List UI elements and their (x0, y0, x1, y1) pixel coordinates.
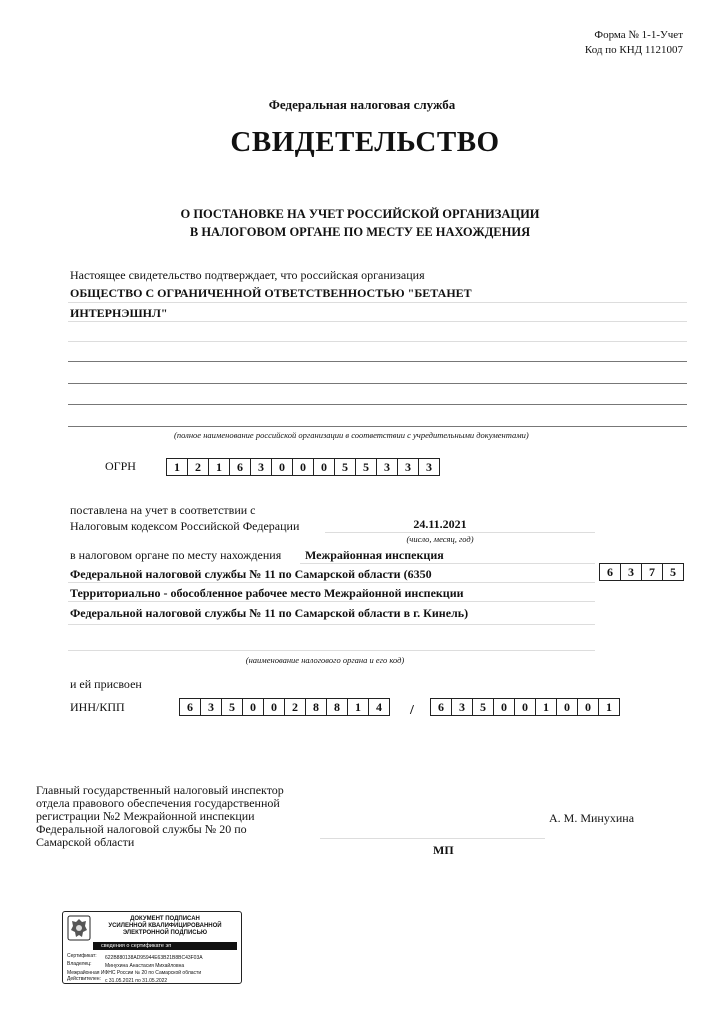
tax-authority-hint: (наименование налогового органа и его код) (245, 655, 405, 665)
inn-kpp-label: ИНН/КПП (70, 700, 125, 714)
tax-authority-code-digits (600, 563, 684, 581)
tax-authority-code-digit-cell: 3 (620, 563, 642, 581)
ogrn-digit-cell: 3 (418, 458, 440, 476)
ogrn-digit-cell: 3 (250, 458, 272, 476)
org-name-underline-7 (68, 426, 687, 427)
org-name-underline-6 (68, 404, 687, 405)
ogrn-digit-cell: 5 (355, 458, 377, 476)
ogrn-digit-cell: 3 (376, 458, 398, 476)
e-signature-bar: сведения о сертификате эп (93, 942, 237, 950)
inn-kpp-separator: / (410, 703, 414, 718)
tax-authority-code-digit-cell: 7 (641, 563, 663, 581)
registration-line-1: поставлена на учет в соответствии с (70, 503, 256, 517)
authority-underline-5 (68, 650, 595, 651)
authority-underline-4 (68, 624, 595, 625)
date-underline (325, 532, 595, 533)
ogrn-digit-cell: 2 (187, 458, 209, 476)
coat-of-arms-icon (67, 915, 91, 941)
ogrn-digit-cell: 3 (397, 458, 419, 476)
kpp-digit-cell: 5 (472, 698, 494, 716)
ogrn-digit-cell: 0 (271, 458, 293, 476)
issuer-text: Межрайонная ИФНС России № 20 по Самарской области (67, 969, 202, 976)
kpp-digit-cell: 1 (598, 698, 620, 716)
org-name-line-1: ОБЩЕСТВО С ОГРАНИЧЕННОЙ ОТВЕТСТВЕННОСТЬЮ "БЕТАНЕТ (70, 286, 472, 300)
registration-line-2: Налоговым кодексом Российской Федерации (70, 519, 300, 533)
valid-value: с 31.05.2021 по 31.05.2022 (105, 978, 168, 985)
inn-digit-cell: 4 (368, 698, 390, 716)
tax-authority-line-2: Федеральной налоговой службы № 11 по Самарской области (6350 (70, 567, 432, 581)
subtitle-line-2: В НАЛОГОВОМ ОРГАНЕ ПО МЕСТУ ЕЕ НАХОЖДЕНИЯ (189, 225, 531, 239)
kpp-digit-cell: 0 (556, 698, 578, 716)
subtitle-line-1: О ПОСТАНОВКЕ НА УЧЕТ РОССИЙСКОЙ ОРГАНИЗАЦИИ (180, 207, 540, 221)
inn-digit-cell: 8 (305, 698, 327, 716)
org-name-hint: (полное наименование российской организации в соответствии с учредительными документами) (174, 430, 529, 440)
inn-digit-cell: 5 (221, 698, 243, 716)
valid-line (67, 976, 239, 984)
e-signature-header-line-3: ЭЛЕКТРОННОЙ ПОДПИСЬЮ (122, 930, 208, 936)
authority-underline-2 (68, 582, 595, 583)
e-signature-header-line-1: ДОКУМЕНТ ПОДПИСАН (130, 916, 200, 922)
form-number: Форма № 1-1-Учет (594, 29, 683, 41)
ogrn-digit-cell: 6 (229, 458, 251, 476)
cert-line (67, 953, 239, 961)
kpp-digits (431, 698, 620, 716)
org-name-underline-1 (68, 302, 687, 303)
inn-digit-cell: 0 (242, 698, 264, 716)
kpp-digit-cell: 0 (577, 698, 599, 716)
authority-underline-1 (300, 563, 595, 564)
inn-digit-cell: 0 (263, 698, 285, 716)
ogrn-digit-cell: 1 (208, 458, 230, 476)
inn-digit-cell: 8 (326, 698, 348, 716)
ogrn-label: ОГРН (105, 459, 136, 473)
ogrn-digit-cell: 1 (166, 458, 188, 476)
document-title: СВИДЕТЕЛЬСТВО (230, 126, 500, 158)
kpp-digit-cell: 0 (493, 698, 515, 716)
ogrn-digit-cell: 5 (334, 458, 356, 476)
e-signature-header (91, 916, 239, 937)
org-name-underline-5 (68, 383, 687, 384)
owner-label: Владелец: (67, 961, 92, 968)
signature-underline (320, 838, 545, 839)
signatory-name: А. М. Минухина (549, 811, 635, 825)
kpp-digit-cell: 3 (451, 698, 473, 716)
tax-authority-name-part-1: Межрайонная инспекция (305, 548, 444, 562)
signatory-position-line-4: Федеральной налоговой службы № 20 по (36, 822, 247, 836)
e-signature-details (67, 953, 239, 984)
org-name-underline-2 (68, 321, 687, 322)
owner-value: Минухина Анастасия Михайловна (105, 963, 185, 970)
ogrn-digit-cell: 0 (292, 458, 314, 476)
inn-digit-cell: 6 (179, 698, 201, 716)
org-name-line-2: ИНТЕРНЭШНЛ" (70, 306, 168, 320)
ogrn-digit-cell: 0 (313, 458, 335, 476)
knd-code: Код по КНД 1121007 (584, 44, 683, 56)
tax-authority-code-digit-cell: 6 (599, 563, 621, 581)
signatory-position-line-5: Самарской области (36, 835, 135, 849)
inn-digit-cell: 1 (347, 698, 369, 716)
registration-date: 24.11.2021 (413, 517, 467, 531)
inn-digits (180, 698, 390, 716)
inn-digit-cell: 3 (200, 698, 222, 716)
intro-text: Настоящее свидетельство подтверждает, что российская организация (70, 268, 425, 282)
seal-mark: МП (433, 843, 454, 857)
kpp-digit-cell: 0 (514, 698, 536, 716)
registration-date-hint: (число, месяц, год) (406, 534, 474, 544)
cert-value: 622B880138AD95944E63B21B8BC43F03A (105, 955, 203, 962)
signatory-position-line-1: Главный государственный налоговый инспектор (36, 783, 284, 797)
org-name-underline-3 (68, 341, 687, 342)
signatory-position-line-2: отдела правового обеспечения государственной (36, 796, 280, 810)
tax-authority-code-digit-cell: 5 (662, 563, 684, 581)
org-name-underline-4 (68, 361, 687, 362)
kpp-digit-cell: 6 (430, 698, 452, 716)
authority-underline-3 (68, 601, 595, 602)
signatory-position-line-3: регистрации №2 Межрайонной инспекции (36, 809, 255, 823)
e-signature-stamp (62, 911, 242, 984)
tax-authority-line-3: Территориально - обособленное рабочее место Межрайонной инспекции (70, 586, 464, 600)
valid-label: Действителен: (67, 976, 101, 983)
assigned-label: и ей присвоен (70, 677, 142, 691)
cert-label: Сертификат: (67, 953, 97, 959)
kpp-digit-cell: 1 (535, 698, 557, 716)
agency-name: Федеральная налоговая служба (268, 97, 456, 112)
tax-authority-line-4: Федеральной налоговой службы № 11 по Самарской области в г. Кинель) (70, 606, 469, 620)
e-signature-header-line-2: УСИЛЕННОЙ КВАЛИФИЦИРОВАННОЙ (108, 923, 222, 929)
tax-authority-prefix: в налоговом органе по месту нахождения (70, 548, 282, 562)
owner-line (67, 961, 239, 969)
inn-digit-cell: 2 (284, 698, 306, 716)
ogrn-digits (167, 458, 440, 476)
